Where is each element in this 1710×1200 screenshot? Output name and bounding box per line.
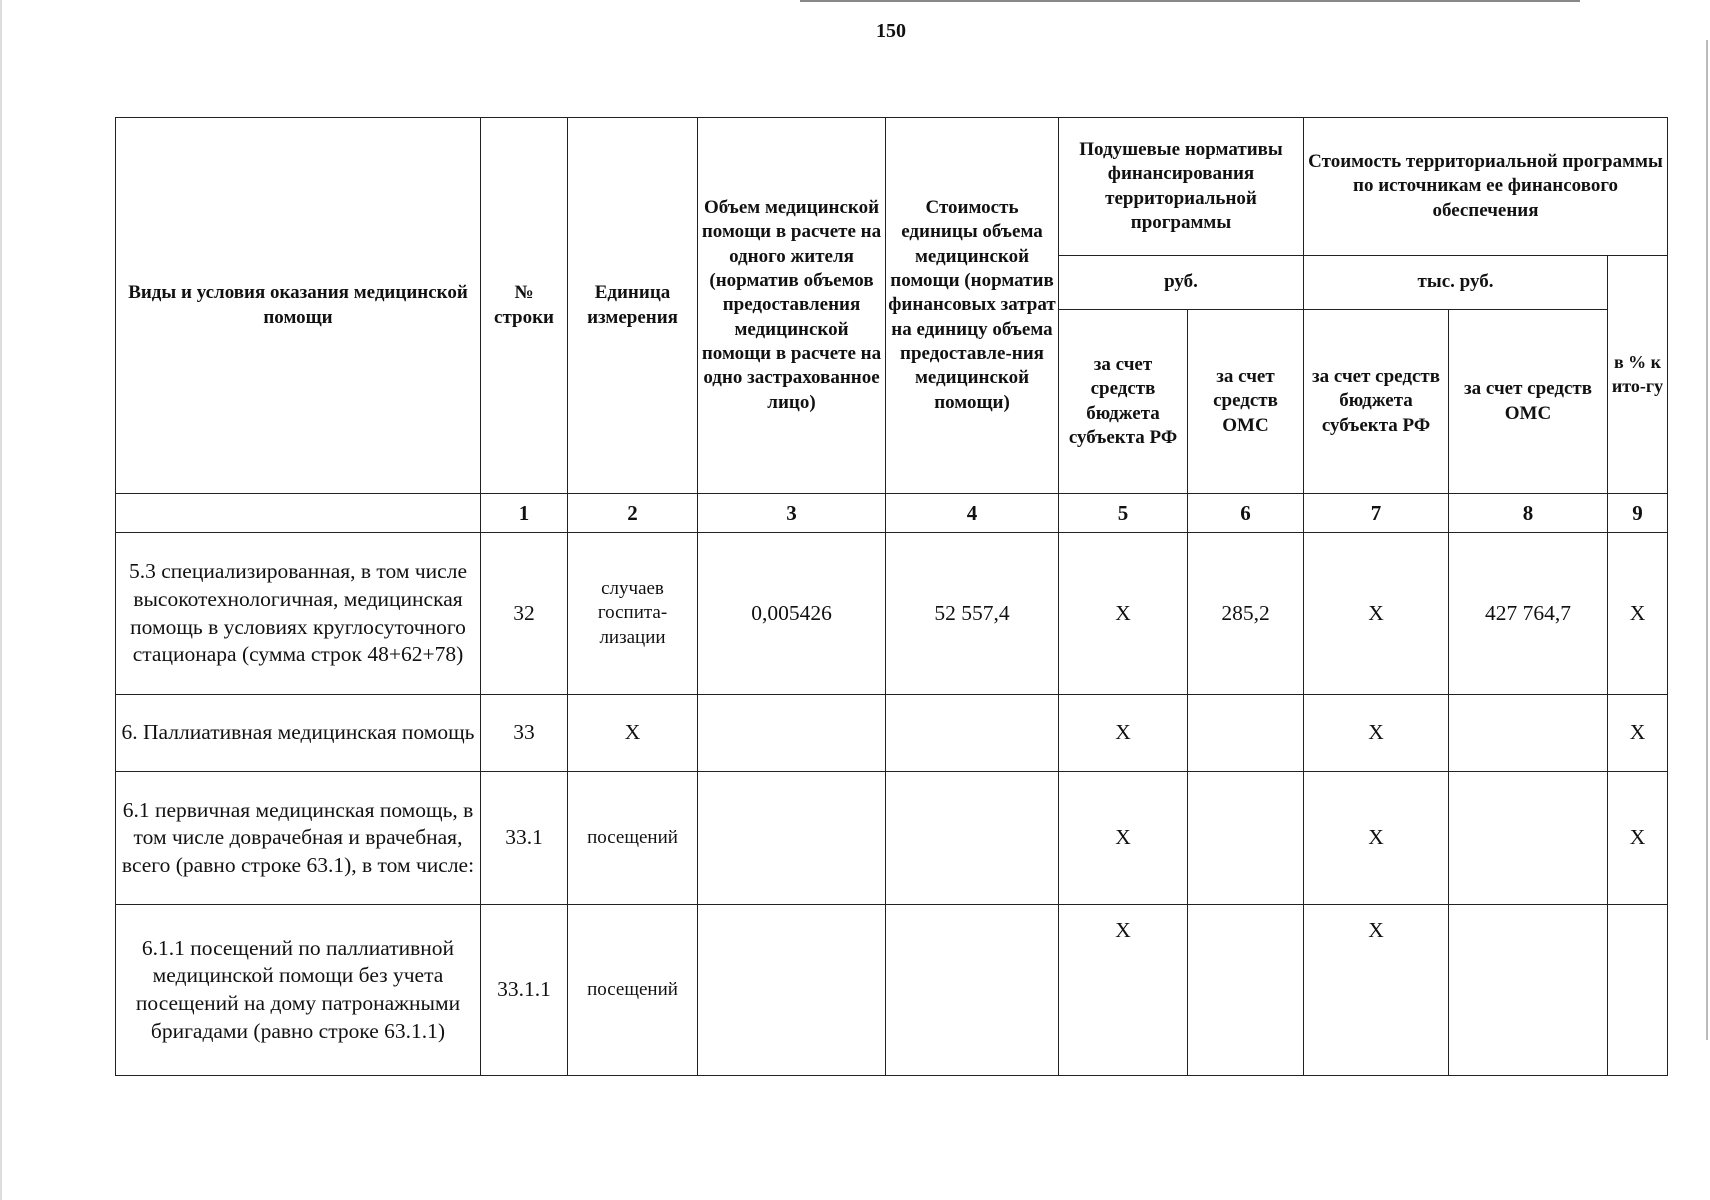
header-volume: Объем медицинской помощи в расчете на одного жителя (норматив объемов предоставления медицинской помощи в расчете на одно застрахованное лицо) — [698, 118, 886, 494]
cell-row-no: 33.1.1 — [481, 905, 568, 1076]
cell-col7: Х — [1304, 695, 1449, 772]
cell-col6: 285,2 — [1188, 533, 1304, 695]
cell-row-no: 33 — [481, 695, 568, 772]
header-unit: Единица измерения — [568, 118, 698, 494]
cell-col9 — [1608, 905, 1668, 1076]
scan-edge-left — [0, 0, 2, 1200]
cell-cost — [886, 695, 1059, 772]
column-number — [116, 494, 481, 533]
cell-row-no: 32 — [481, 533, 568, 695]
header-col9: в % к ито-гу — [1608, 256, 1668, 494]
header-col7: за счет средств бюджета субъекта РФ — [1304, 310, 1449, 494]
cell-col9: Х — [1608, 772, 1668, 905]
cell-cost: 52 557,4 — [886, 533, 1059, 695]
cell-col8 — [1449, 905, 1608, 1076]
header-rub: руб. — [1059, 256, 1304, 310]
budget-table — [115, 117, 1668, 1076]
scan-edge-top — [800, 0, 1580, 2]
cell-row-no: 33.1 — [481, 772, 568, 905]
header-col5: за счет средств бюджета субъекта РФ — [1059, 310, 1188, 494]
cell-col8: 427 764,7 — [1449, 533, 1608, 695]
column-number: 6 — [1188, 494, 1304, 533]
cell-unit: случаев госпита-лизации — [568, 533, 698, 695]
cell-col6 — [1188, 772, 1304, 905]
column-number: 4 — [886, 494, 1059, 533]
column-number: 1 — [481, 494, 568, 533]
cell-unit: посещений — [568, 772, 698, 905]
header-thous-rub: тыс. руб. — [1304, 256, 1608, 310]
table-header — [116, 118, 1668, 533]
column-number: 8 — [1449, 494, 1608, 533]
column-number: 2 — [568, 494, 698, 533]
table-row — [116, 905, 1668, 1076]
column-number: 9 — [1608, 494, 1668, 533]
table-row — [116, 695, 1668, 772]
cell-kind: 5.3 специализированная, в том числе высокотехнологичная, медицинская помощь в условиях круглосуточного стационара (сумма строк 48+62+78) — [116, 533, 481, 695]
cell-kind: 6. Паллиативная медицинская помощь — [116, 695, 481, 772]
column-number: 5 — [1059, 494, 1188, 533]
cell-unit: Х — [568, 695, 698, 772]
header-program-cost: Стоимость территориальной программы по источникам ее финансового обеспечения — [1304, 118, 1668, 256]
cell-col6 — [1188, 695, 1304, 772]
cell-unit: посещений — [568, 905, 698, 1076]
cell-col5: Х — [1059, 695, 1188, 772]
cell-kind: 6.1.1 посещений по паллиативной медицинской помощи без учета посещений на дому патронажными бригадами (равно строке 63.1.1) — [116, 905, 481, 1076]
column-number: 7 — [1304, 494, 1449, 533]
cell-volume — [698, 905, 886, 1076]
header-col8: за счет средств ОМС — [1449, 310, 1608, 494]
cell-col8 — [1449, 695, 1608, 772]
page-number: 150 — [876, 20, 906, 42]
table-body — [116, 533, 1668, 1076]
cell-col5: Х — [1059, 772, 1188, 905]
cell-col7: Х — [1304, 772, 1449, 905]
table-row — [116, 533, 1668, 695]
cell-cost — [886, 772, 1059, 905]
cell-cost — [886, 905, 1059, 1076]
cell-col6 — [1188, 905, 1304, 1076]
header-cost: Стоимость единицы объема медицинской помощи (норматив финансовых затрат на единицу объема предоставле-ния медицинской помощи) — [886, 118, 1059, 494]
header-kind: Виды и условия оказания медицинской помощи — [116, 118, 481, 494]
cell-col9: Х — [1608, 695, 1668, 772]
cell-col9: Х — [1608, 533, 1668, 695]
cell-col7: Х — [1304, 533, 1449, 695]
column-number: 3 — [698, 494, 886, 533]
cell-volume: 0,005426 — [698, 533, 886, 695]
header-per-capita: Подушевые нормативы финансирования территориальной программы — [1059, 118, 1304, 256]
table-row — [116, 772, 1668, 905]
cell-col5: Х — [1059, 905, 1188, 1076]
cell-kind: 6.1 первичная медицинская помощь, в том числе доврачебная и врачебная, всего (равно строке 63.1), в том числе: — [116, 772, 481, 905]
cell-col8 — [1449, 772, 1608, 905]
cell-col5: Х — [1059, 533, 1188, 695]
cell-volume — [698, 772, 886, 905]
cell-volume — [698, 695, 886, 772]
scan-edge-right — [1706, 40, 1708, 1040]
cell-col7: Х — [1304, 905, 1449, 1076]
header-col6: за счет средств ОМС — [1188, 310, 1304, 494]
column-number-row — [116, 494, 1668, 533]
header-row-no: № строки — [481, 118, 568, 494]
